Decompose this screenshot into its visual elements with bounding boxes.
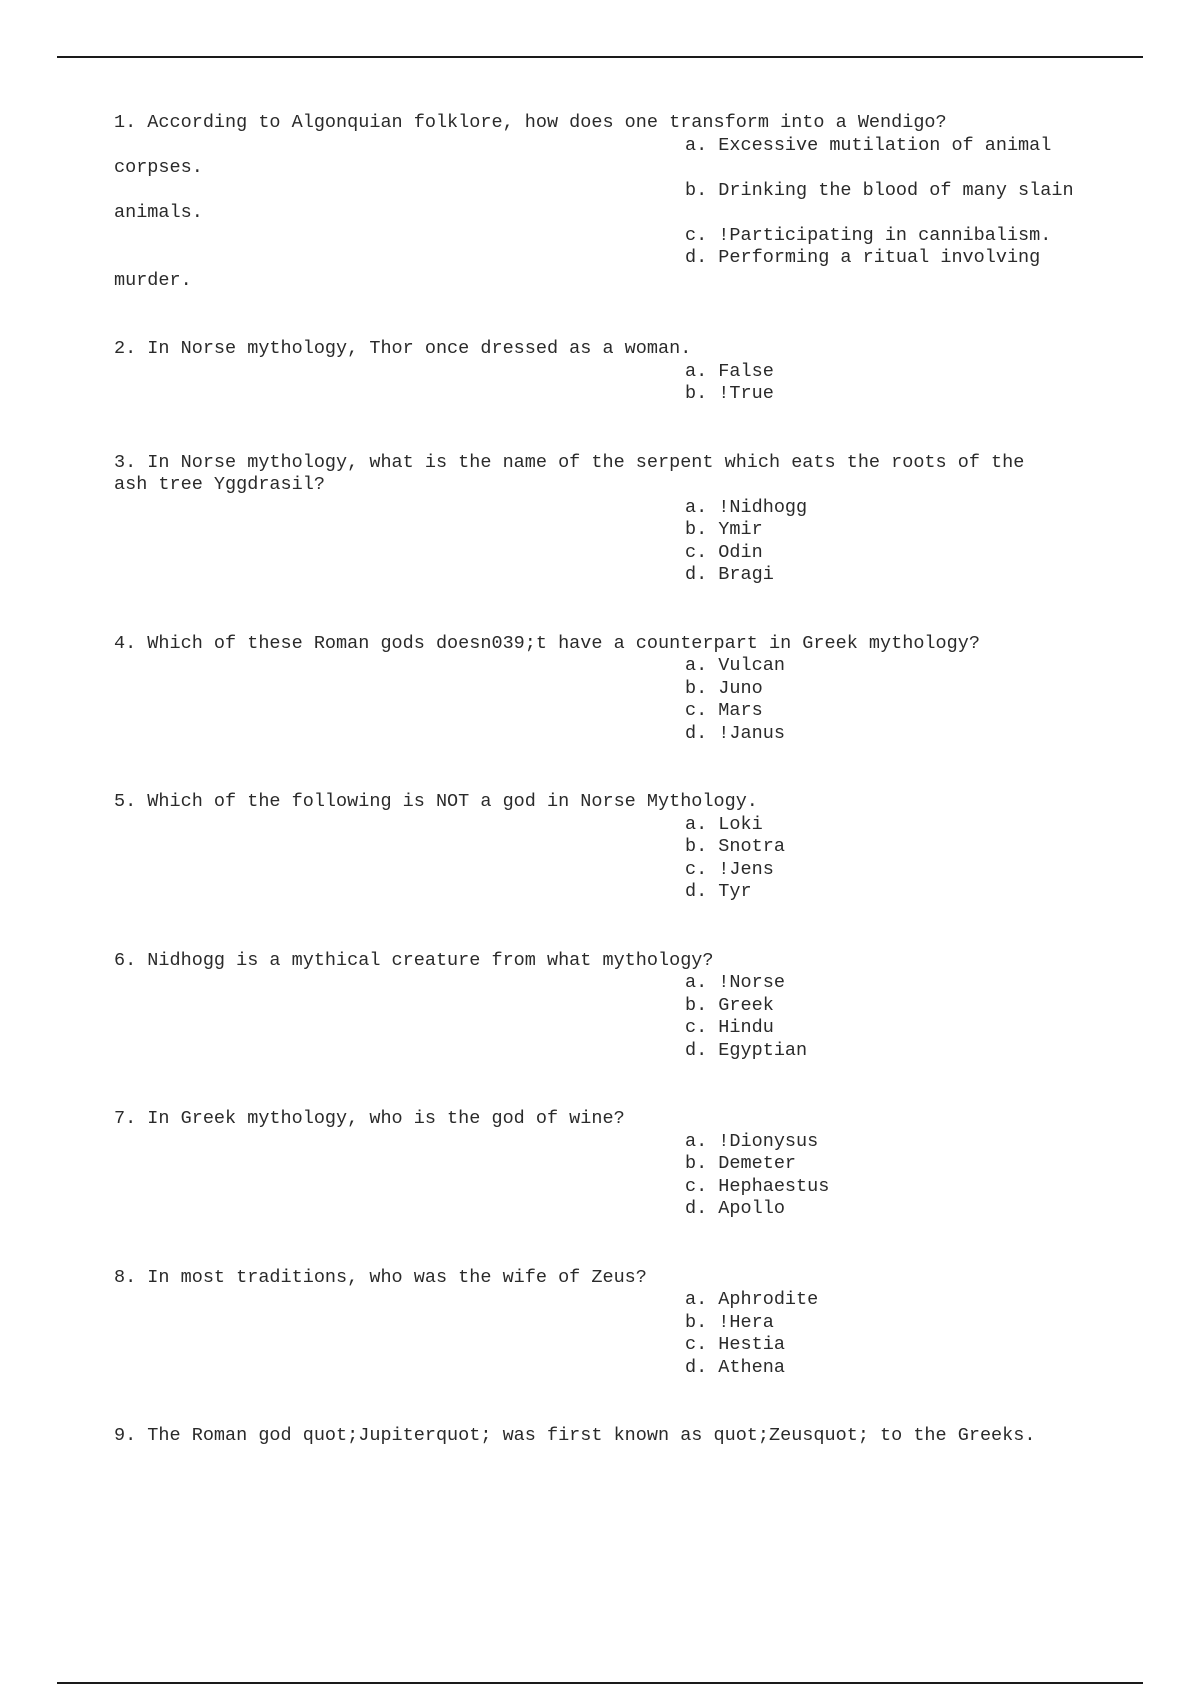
question-9 bbox=[114, 1425, 1124, 1448]
answer-option-b: b. Snotra bbox=[685, 836, 785, 857]
question-stem: 9. The Roman god quot;Jupiterquot; was first known as quot;Zeusquot; to the Greeks. bbox=[114, 1425, 1036, 1446]
answer-option-a: a. False bbox=[685, 360, 774, 382]
answer-option-a: a. Aphrodite bbox=[685, 1289, 819, 1310]
answer-option-d: d. Performing a ritual involving bbox=[685, 247, 1041, 268]
answer-option-a: a. Loki bbox=[685, 813, 763, 835]
quiz-content bbox=[114, 112, 1124, 1494]
top-rule bbox=[57, 56, 1143, 58]
answer-option-b-wrap: animals. bbox=[114, 202, 203, 223]
answer-option-c: c. !Jens bbox=[685, 858, 774, 880]
answer-option-d-wrap: murder. bbox=[114, 269, 192, 291]
answer-option-a: a. Vulcan bbox=[685, 655, 785, 676]
question-stem: 8. In most traditions, who was the wife of Zeus? bbox=[114, 1266, 647, 1288]
answer-option-c: c. Mars bbox=[685, 700, 763, 721]
question-5 bbox=[114, 791, 1124, 904]
question-stem: 1. According to Algonquian folklore, how does one transform into a Wendigo? bbox=[114, 112, 947, 133]
answer-option-b: b. Greek bbox=[685, 994, 774, 1016]
question-7 bbox=[114, 1108, 1124, 1221]
answer-option-c: c. Odin bbox=[685, 541, 763, 563]
answer-option-c: c. Hephaestus bbox=[685, 1175, 830, 1197]
answer-option-d: d. Apollo bbox=[685, 1198, 785, 1219]
question-stem: 7. In Greek mythology, who is the god of wine? bbox=[114, 1108, 625, 1129]
question-4 bbox=[114, 633, 1124, 746]
answer-option-c: c. !Participating in cannibalism. bbox=[685, 224, 1052, 246]
answer-option-b: b. Drinking the blood of many slain bbox=[685, 179, 1074, 201]
answer-option-d: d. Bragi bbox=[685, 564, 774, 585]
answer-option-d: d. !Janus bbox=[685, 722, 785, 744]
answer-option-b: b. !True bbox=[685, 383, 774, 404]
question-3 bbox=[114, 452, 1124, 587]
question-stem: 5. Which of the following is NOT a god in Norse Mythology. bbox=[114, 791, 758, 812]
bottom-rule bbox=[57, 1682, 1143, 1684]
answer-option-d: d. Athena bbox=[685, 1356, 785, 1378]
question-2 bbox=[114, 338, 1124, 406]
answer-option-c: c. Hestia bbox=[685, 1334, 785, 1355]
question-stem: 2. In Norse mythology, Thor once dressed as a woman. bbox=[114, 338, 692, 359]
question-6 bbox=[114, 950, 1124, 1063]
question-stem: 3. In Norse mythology, what is the name of the serpent which eats the roots of the bbox=[114, 451, 1025, 473]
question-stem: 4. Which of these Roman gods doesn039;t have a counterpart in Greek mythology? bbox=[114, 632, 980, 654]
answer-option-c: c. Hindu bbox=[685, 1017, 774, 1038]
question-8 bbox=[114, 1267, 1124, 1380]
question-stem-wrap: ash tree Yggdrasil? bbox=[114, 474, 325, 495]
answer-option-a: a. !Nidhogg bbox=[685, 496, 808, 518]
answer-option-b: b. !Hera bbox=[685, 1311, 774, 1333]
question-stem: 6. Nidhogg is a mythical creature from what mythology? bbox=[114, 949, 714, 971]
answer-option-d: d. Tyr bbox=[685, 881, 752, 902]
answer-option-b: b. Juno bbox=[685, 677, 763, 699]
answer-option-a: a. Excessive mutilation of animal bbox=[685, 134, 1052, 156]
answer-option-a: a. !Norse bbox=[685, 972, 785, 993]
answer-option-b: b. Demeter bbox=[685, 1153, 797, 1174]
question-1 bbox=[114, 112, 1124, 292]
answer-option-a: a. !Dionysus bbox=[685, 1130, 819, 1152]
answer-option-a-wrap: corpses. bbox=[114, 157, 203, 178]
answer-option-b: b. Ymir bbox=[685, 519, 763, 540]
answer-option-d: d. Egyptian bbox=[685, 1039, 808, 1061]
